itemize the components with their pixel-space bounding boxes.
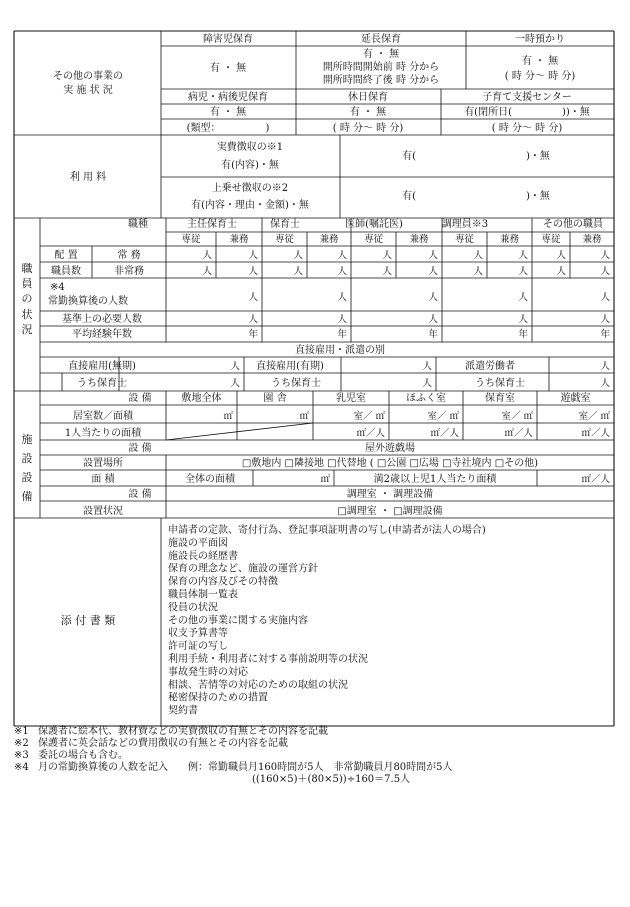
staff-side-char-0: 職 bbox=[21, 262, 33, 275]
basho-options: □敷地内 □隣接地 □代替地 ( □公園 □広場 □寺社境内 □その他) bbox=[241, 458, 539, 469]
yuki-label: 直接雇用(有期) bbox=[256, 361, 324, 372]
note-1-mark: ※1 bbox=[14, 726, 29, 737]
basho-label: 設置場所 bbox=[83, 458, 123, 469]
unit-jokin-3: 人 bbox=[337, 250, 347, 261]
facility-side-1: 設 bbox=[21, 452, 33, 465]
attach-item-2: 施設長の経歴書 bbox=[168, 550, 238, 562]
facility-col-4: 保育室 bbox=[485, 393, 515, 404]
note-4 bbox=[14, 762, 614, 774]
note-1-text: 保護者に絵本代、教材費などの実費徴収の有無とその内容を記載 bbox=[38, 726, 328, 737]
unit-jokin-6: 人 bbox=[473, 250, 483, 261]
encho-start: 開所時間開始前 時 分から bbox=[322, 62, 440, 73]
unit-keiken-1: 年 bbox=[337, 329, 347, 340]
byoji-umu: 有 ・ 無 bbox=[209, 107, 247, 118]
uwanose-l2: 有(内容・理由・金額)・無 bbox=[191, 200, 309, 211]
setsubi-label-1: 設 備 bbox=[128, 393, 152, 404]
unit-uchi-1: 人 bbox=[230, 378, 240, 389]
unit-hitsuyo-2: 人 bbox=[428, 314, 438, 325]
okugai-header: 屋外遊戯場 bbox=[365, 443, 415, 454]
attach-item-14: 契約書 bbox=[168, 705, 198, 717]
unit-jokin-0: 人 bbox=[202, 250, 212, 261]
shokuinsu-label: 職員数 bbox=[51, 266, 81, 277]
unit-kansan-3: 人 bbox=[518, 292, 528, 303]
room-m2-0: 室／ ㎡ bbox=[353, 411, 385, 422]
unit-hijokin-3: 人 bbox=[337, 266, 347, 277]
byoji-type: (類型： ) bbox=[186, 123, 270, 134]
note-4-mark: ※4 bbox=[14, 762, 29, 773]
note-1 bbox=[14, 726, 614, 738]
note-2 bbox=[14, 738, 614, 750]
uchi-3: うち保育士 bbox=[475, 378, 525, 389]
unit-jokin-7: 人 bbox=[518, 250, 528, 261]
note-4-text: 月の常勤換算後の人数を記入 例：常勤職員月160時間が5人 非常勤職員月80時間が5人 bbox=[38, 762, 453, 773]
unit-jokin-5: 人 bbox=[428, 250, 438, 261]
role-header-1: 保育士 bbox=[270, 219, 300, 230]
facility-side-2: 設 bbox=[21, 471, 33, 484]
facility-side-0: 施 bbox=[21, 433, 33, 446]
unit-uchi-3: 人 bbox=[600, 378, 610, 389]
unit-kansan-4: 人 bbox=[600, 292, 610, 303]
attach-item-6: 役員の状況 bbox=[168, 602, 218, 614]
unit-jokin-1: 人 bbox=[248, 250, 258, 261]
koyo-header: 直接雇用・派遣の別 bbox=[295, 345, 385, 356]
unit-keiken-4: 年 bbox=[600, 329, 610, 340]
unit-hitsuyo-1: 人 bbox=[337, 314, 347, 325]
note-2-text: 保護者に英会話などの費用徴収の有無とその内容を記載 bbox=[38, 738, 288, 749]
kyujitsu-header: 休日保育 bbox=[348, 92, 388, 103]
m2-shikichi: ㎡ bbox=[223, 411, 233, 422]
attach-item-0: 申請者の定款、寄付行為、登記事項証明書の写し(申請者が法人の場合) bbox=[168, 525, 486, 536]
encho-umu: 有 ・ 無 bbox=[362, 49, 400, 60]
uwanose-l1: 上乗せ徴収の※2 bbox=[211, 183, 289, 194]
kyujitsu-umu: 有 ・ 無 bbox=[349, 107, 387, 118]
unit-hijokin-8: 人 bbox=[556, 266, 566, 277]
unit-kansan-0: 人 bbox=[248, 292, 258, 303]
kosodate-umu: 有(閉所日( ))・無 bbox=[464, 107, 590, 118]
note-3 bbox=[14, 750, 614, 762]
shogai-header: 障害児保育 bbox=[203, 34, 253, 45]
unit-keiken-0: 年 bbox=[248, 329, 258, 340]
facility-col-2: 乳児室 bbox=[336, 393, 366, 404]
shogai-umu: 有 ・ 無 bbox=[209, 63, 247, 74]
unit-muki: 人 bbox=[230, 361, 240, 372]
unit-hijokin-0: 人 bbox=[202, 266, 212, 277]
per-person-label: 1人当たりの面積 bbox=[64, 428, 142, 439]
attach-item-13: 秘密保持のための措置 bbox=[168, 692, 268, 704]
unit-jokin-2: 人 bbox=[293, 250, 303, 261]
keiken-label: 平均経験年数 bbox=[72, 329, 132, 340]
facility-col-1: 園 舎 bbox=[263, 393, 287, 404]
zentai-label: 全体の面積 bbox=[185, 474, 235, 485]
hitsuyo-label: 基準上の必要人数 bbox=[62, 314, 142, 325]
other-title-1: その他の事業の bbox=[53, 71, 123, 82]
unit-hijokin-7: 人 bbox=[518, 266, 528, 277]
senju-3: 専従 bbox=[454, 234, 475, 245]
unit-yuki: 人 bbox=[422, 361, 432, 372]
senju-0: 専従 bbox=[181, 234, 201, 245]
attach-item-10: 利用手続・利用者に対する事前説明等の状況 bbox=[168, 654, 368, 665]
unit-kansan-1: 人 bbox=[337, 292, 347, 303]
role-header-4: その他の職員 bbox=[543, 219, 603, 230]
kyoshitsu-label: 居室数／面積 bbox=[73, 411, 133, 422]
room-m2-3: 室／ ㎡ bbox=[578, 411, 610, 422]
room-m2-2: 室／ ㎡ bbox=[501, 411, 533, 422]
m2-per-2: ㎡／人 bbox=[504, 428, 533, 439]
unit-hijokin-4: 人 bbox=[382, 266, 392, 277]
senju-2: 専従 bbox=[363, 234, 384, 245]
role-header-3: 調理員※3 bbox=[441, 219, 489, 230]
man2-label: 満2歳以上児1人当たり面積 bbox=[373, 474, 497, 485]
attach-item-1: 施設の平面図 bbox=[168, 537, 228, 549]
m2-per-0: ㎡／人 bbox=[356, 428, 385, 439]
staff-side-char-3: 状 bbox=[21, 308, 33, 321]
role-header-2: 医師(嘱託医) bbox=[345, 219, 403, 230]
facility-col-0: 敷地全体 bbox=[181, 393, 222, 404]
kennmu-2: 兼務 bbox=[409, 234, 429, 245]
note-2-mark: ※2 bbox=[14, 738, 29, 749]
other-title-2: 実 施 状 況 bbox=[63, 85, 113, 96]
note-4-formula: ((160×5)＋(80×5))÷160＝7.5人 bbox=[252, 774, 411, 785]
unit-kansan-2: 人 bbox=[428, 292, 438, 303]
kennmu-3: 兼務 bbox=[499, 234, 520, 245]
attach-item-8: 収支予算書等 bbox=[168, 628, 228, 640]
unit-hijokin-6: 人 bbox=[473, 266, 483, 277]
kennmu-1: 兼務 bbox=[319, 234, 339, 245]
joukyo-label: 設置状況 bbox=[83, 506, 123, 517]
unit-jokin-4: 人 bbox=[382, 250, 392, 261]
attach-item-11: 事故発生時の対応 bbox=[168, 666, 248, 678]
unit-haken: 人 bbox=[600, 361, 610, 372]
menseki-label: 面 積 bbox=[91, 474, 115, 485]
attach-item-12: 相談、苦情等の対応のための取組の状況 bbox=[168, 679, 348, 691]
senju-1: 専従 bbox=[274, 234, 295, 245]
note-3-text: 委託の場合も含む。 bbox=[38, 750, 128, 761]
unit-hijokin-9: 人 bbox=[600, 266, 610, 277]
unit-keiken-2: 年 bbox=[428, 329, 438, 340]
unit-hitsuyo-4: 人 bbox=[600, 314, 610, 325]
kansan-mark: ※4 bbox=[50, 282, 65, 293]
hijokin-label: 非常務 bbox=[114, 266, 144, 277]
jippi-l2: 有(内容)・無 bbox=[221, 160, 279, 171]
attach-item-4: 保育の内容及びその特徴 bbox=[168, 576, 278, 588]
unit-hijokin-1: 人 bbox=[248, 266, 258, 277]
jokin-label: 常 務 bbox=[117, 250, 141, 261]
attach-item-7: その他の事業に関する実施内容 bbox=[168, 615, 308, 627]
kennmu-0: 兼務 bbox=[229, 234, 249, 245]
kennmu-4: 兼務 bbox=[582, 234, 602, 245]
unit-hitsuyo-3: 人 bbox=[518, 314, 528, 325]
setsubi-label-2: 設 備 bbox=[128, 443, 152, 454]
haichi-label: 配 置 bbox=[54, 250, 78, 261]
kosodate-range: ( 時 分～ 時 分) bbox=[491, 123, 563, 134]
unit-jokin-8: 人 bbox=[556, 250, 566, 261]
unit-uchi-2: 人 bbox=[422, 378, 432, 389]
fee-label: 利 用 料 bbox=[69, 172, 107, 183]
kosodate-header: 子育て支援センター bbox=[482, 92, 572, 103]
ichiji-umu: 有 ・ 無 bbox=[521, 56, 559, 67]
unit-hijokin-2: 人 bbox=[293, 266, 303, 277]
attach-item-5: 職員体制一覧表 bbox=[168, 589, 238, 601]
unit-hijokin-5: 人 bbox=[428, 266, 438, 277]
staff-side-char-4: 況 bbox=[21, 323, 33, 336]
encho-end: 開所時間終了後 時 分から bbox=[322, 75, 440, 86]
attach-item-9: 許可証の写し bbox=[168, 641, 228, 653]
m2-per-man2: ㎡／人 bbox=[581, 474, 610, 485]
haken-label: 派遣労働者 bbox=[465, 361, 515, 372]
m2-per-3: ㎡／人 bbox=[581, 428, 610, 439]
setsubi-label-3: 設 備 bbox=[128, 489, 152, 500]
attach-label: 添 付 書 類 bbox=[60, 614, 116, 627]
attach-item-3: 保育の理念など、施設の運営方針 bbox=[168, 563, 318, 575]
facility-col-3: ほふく室 bbox=[406, 393, 446, 404]
chori-options: □調理室 ・ □調理設備 bbox=[337, 506, 443, 517]
jippi-value: 有( )・無 bbox=[402, 151, 550, 162]
uwanose-value: 有( )・無 bbox=[402, 191, 550, 202]
uchi-2: うち保育士 bbox=[271, 378, 321, 389]
muki-label: 直接雇用(無期) bbox=[68, 361, 136, 372]
staff-side-char-1: 員 bbox=[21, 277, 33, 290]
ichiji-header: 一時預かり bbox=[515, 34, 565, 45]
chori-header: 調理室 ・ 調理設備 bbox=[346, 489, 434, 500]
facility-side-3: 備 bbox=[21, 490, 33, 503]
staff-side-char-2: の bbox=[21, 292, 33, 305]
unit-keiken-3: 年 bbox=[518, 329, 528, 340]
uchi-1: うち保育士 bbox=[77, 378, 127, 389]
senju-4: 専従 bbox=[541, 234, 561, 245]
facility-col-5: 遊戯室 bbox=[560, 393, 591, 404]
footnotes bbox=[14, 726, 614, 786]
unit-hitsuyo-0: 人 bbox=[248, 314, 258, 325]
unit-jokin-9: 人 bbox=[600, 250, 610, 261]
ichiji-range: ( 時 分～ 時 分) bbox=[504, 71, 576, 82]
shokushu-label: 職種 bbox=[128, 219, 148, 230]
jippi-l1: 実費徴収の※1 bbox=[216, 142, 284, 153]
kyujitsu-range: ( 時 分～ 時 分) bbox=[332, 123, 404, 134]
m2-per-1: ㎡／人 bbox=[430, 428, 459, 439]
encho-header: 延長保育 bbox=[361, 34, 401, 45]
kansan-label: 常勤換算後の人数 bbox=[48, 296, 128, 307]
note-3-mark: ※3 bbox=[14, 750, 29, 761]
byoji-header: 病児・病後児保育 bbox=[188, 92, 268, 103]
role-header-0: 主任保育士 bbox=[187, 219, 237, 230]
m2-zentai: ㎡ bbox=[320, 474, 330, 485]
room-m2-1: 室／ ㎡ bbox=[427, 411, 459, 422]
m2-ensha: ㎡ bbox=[299, 411, 309, 422]
